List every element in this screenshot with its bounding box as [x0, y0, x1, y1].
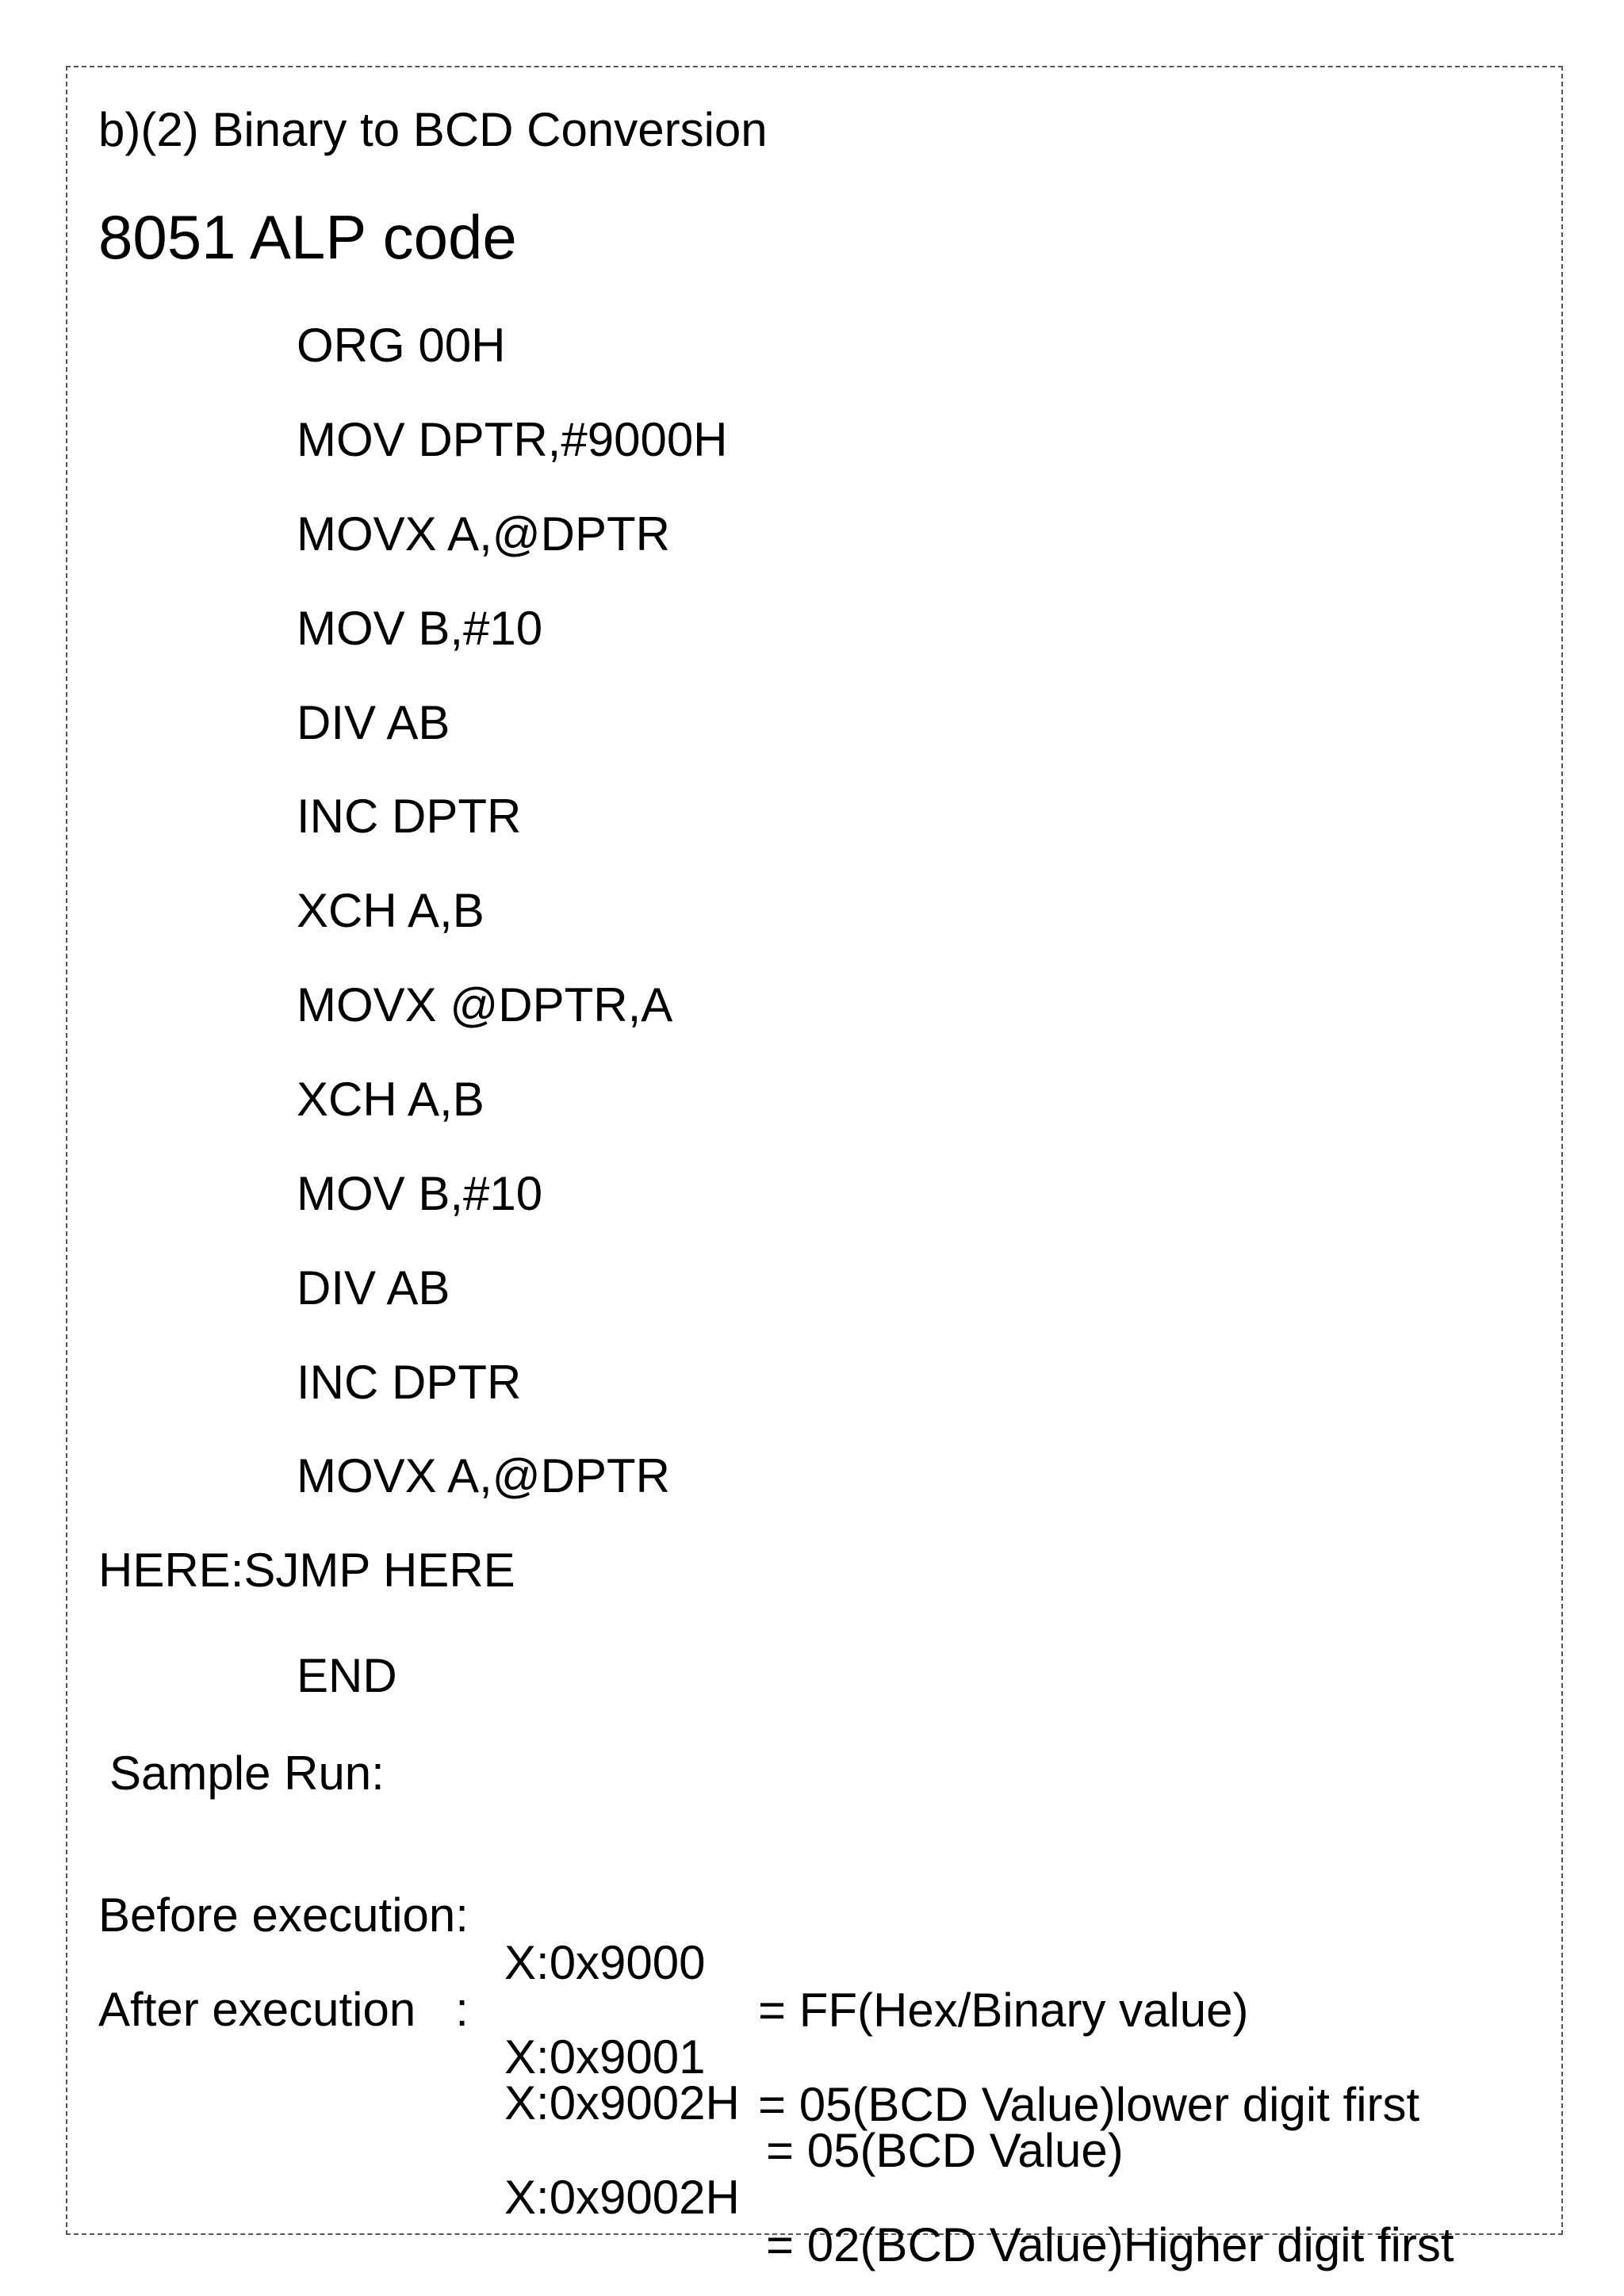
- code-label-line: HERE:SJMP HERE: [98, 1544, 515, 1597]
- code-line: MOVX A,@DPTR: [297, 1449, 670, 1502]
- code-end-line: END: [297, 1649, 397, 1702]
- code-line: MOVX @DPTR,A: [297, 978, 673, 1031]
- after-prefix: After execution :: [98, 1983, 469, 2036]
- code-line: XCH A,B: [297, 1073, 485, 1126]
- sample-run-after-cont-2: [98, 2126, 1526, 2271]
- code-line: MOV B,#10: [297, 1167, 543, 1220]
- code-line: INC DPTR: [297, 1356, 522, 1409]
- after-value: = 05(BCD Value)lower digit first: [758, 2078, 1420, 2131]
- code-line: XCH A,B: [297, 884, 485, 937]
- code-line: MOV DPTR,#9000H: [297, 413, 728, 466]
- page-heading: 8051 ALP code: [98, 202, 517, 272]
- code-line: MOV B,#10: [297, 602, 543, 655]
- code-line: DIV AB: [297, 1261, 450, 1314]
- after-cont-2-value: = 02(BCD Value)Higher digit first: [766, 2218, 1454, 2271]
- after-address: X:0x9001: [504, 2030, 706, 2084]
- before-value: = FF(Hex/Binary value): [758, 1984, 1249, 2037]
- code-line: INC DPTR: [297, 790, 522, 843]
- code-line: ORG 00H: [297, 319, 506, 372]
- sample-run-label: Sample Run:: [109, 1747, 385, 1800]
- after-cont-2-address: X:0x9002H: [504, 2171, 740, 2224]
- code-line: DIV AB: [297, 696, 450, 749]
- before-prefix: Before execution:: [98, 1888, 469, 1942]
- after-cont-1-value: = 05(BCD Value): [766, 2124, 1124, 2177]
- before-address: X:0x9000: [504, 1936, 706, 1989]
- after-cont-1-address: X:0x9002H: [504, 2076, 740, 2130]
- code-line: MOVX A,@DPTR: [297, 507, 670, 561]
- section-subtitle: b)(2) Binary to BCD Conversion: [98, 103, 768, 156]
